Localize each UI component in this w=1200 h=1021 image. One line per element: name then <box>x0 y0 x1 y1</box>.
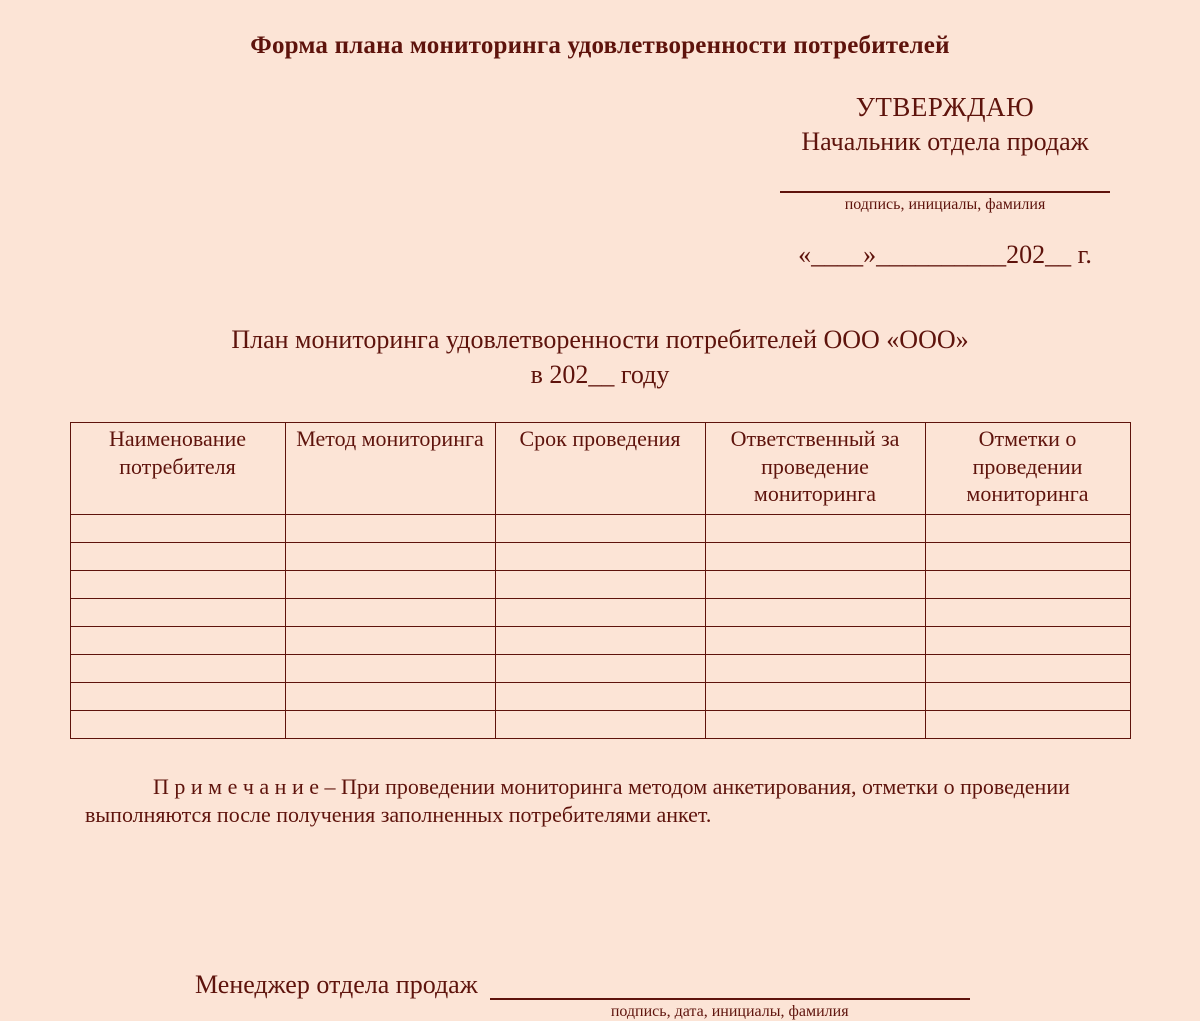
table-row <box>70 710 1130 738</box>
table-cell <box>285 626 495 654</box>
header-marks: Отметки о проведении мониторинга <box>925 423 1130 515</box>
table-cell <box>925 598 1130 626</box>
table-cell <box>705 710 925 738</box>
table-cell <box>285 570 495 598</box>
table-row <box>70 682 1130 710</box>
table-cell <box>705 682 925 710</box>
approver-title: Начальник отдела продаж <box>801 127 1089 157</box>
footer-signature-caption: подпись, дата, инициалы, фамилия <box>610 1002 849 1020</box>
table-cell <box>285 682 495 710</box>
document-title <box>0 322 1200 392</box>
table-cell <box>495 710 705 738</box>
header-consumer-name: Наименование потребителя <box>70 423 285 515</box>
table-cell <box>70 542 285 570</box>
table-row <box>70 570 1130 598</box>
table-cell <box>925 710 1130 738</box>
table-cell <box>285 598 495 626</box>
table-cell <box>925 514 1130 542</box>
table-cell <box>70 570 285 598</box>
table-cell <box>495 542 705 570</box>
table-cell <box>285 710 495 738</box>
table-cell <box>705 654 925 682</box>
footer-signature-row <box>195 970 1200 1021</box>
table-cell <box>70 626 285 654</box>
table-header-row <box>70 423 1130 515</box>
monitoring-plan-table <box>70 422 1131 739</box>
table-cell <box>70 682 285 710</box>
approval-block <box>780 90 1110 272</box>
table-cell <box>705 542 925 570</box>
table-cell <box>285 514 495 542</box>
table-body <box>70 514 1130 738</box>
header-responsible: Ответственный за проведение мониторинга <box>705 423 925 515</box>
table-cell <box>285 542 495 570</box>
table-cell <box>925 570 1130 598</box>
table-row <box>70 626 1130 654</box>
table-row <box>70 514 1130 542</box>
table-cell <box>705 514 925 542</box>
table-cell <box>705 570 925 598</box>
table-cell <box>705 626 925 654</box>
table-cell <box>285 654 495 682</box>
note-paragraph: П р и м е ч а н и е – При проведении мониторинга методом анкетирования, отметки о проведении выполняются после получения заполненных потребителями анкет. <box>85 773 1070 828</box>
table-cell <box>925 654 1130 682</box>
table-row <box>70 598 1130 626</box>
table-cell <box>495 514 705 542</box>
page-title: Форма плана мониторинга удовлетворенности потребителей <box>250 32 950 59</box>
table-cell <box>70 654 285 682</box>
table-cell <box>495 626 705 654</box>
footer-signature-line <box>490 970 970 1000</box>
table-cell <box>925 542 1130 570</box>
approve-label: УТВЕРЖДАЮ <box>855 92 1035 122</box>
approval-signature-caption: подпись, инициалы, фамилия <box>844 195 1046 213</box>
table-cell <box>495 598 705 626</box>
table-cell <box>70 710 285 738</box>
table-cell <box>495 570 705 598</box>
table-cell <box>70 598 285 626</box>
table-cell <box>925 626 1130 654</box>
table-cell <box>495 654 705 682</box>
document-title-line2: в 202__ году <box>530 359 670 389</box>
table-cell <box>495 682 705 710</box>
approval-date-line: «____»__________202__ г. <box>798 240 1092 270</box>
signer-title: Менеджер отдела продаж <box>195 969 478 999</box>
approval-signature-field <box>780 185 1110 214</box>
table-row <box>70 542 1130 570</box>
header-term: Срок проведения <box>495 423 705 515</box>
table-cell <box>705 598 925 626</box>
approval-signature-line <box>780 185 1110 193</box>
document-title-line1: План мониторинга удовлетворенности потребителей ООО «ООО» <box>231 324 969 354</box>
header-monitoring-method: Метод мониторинга <box>285 423 495 515</box>
table-cell <box>925 682 1130 710</box>
table-cell <box>70 514 285 542</box>
table-row <box>70 654 1130 682</box>
footer-signature-field <box>490 970 970 1021</box>
